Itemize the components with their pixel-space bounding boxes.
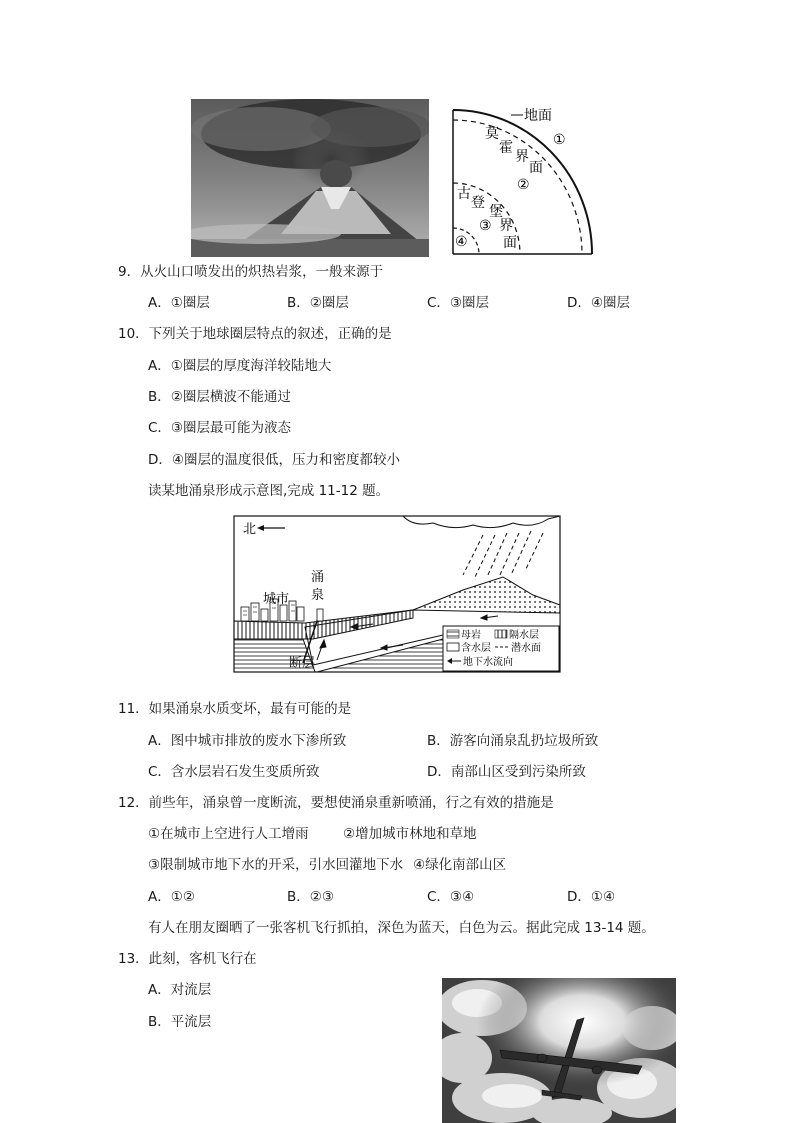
q10-option-d[interactable]: D．④圈层的温度很低，压力和密度都较小 bbox=[148, 452, 400, 468]
circle-1: ① bbox=[553, 132, 566, 148]
spring-diagram bbox=[233, 515, 561, 673]
circle-2: ② bbox=[517, 177, 530, 193]
city-label: 城市 bbox=[263, 592, 290, 607]
legend-aquifer: 含水层 bbox=[461, 643, 491, 654]
intro-11-12: 读某地涌泉形成示意图,完成 11-12 题。 bbox=[148, 483, 390, 499]
gutenberg-char-3: 堡 bbox=[489, 204, 503, 220]
q11-stem: 11．如果涌泉水质变坏，最有可能的是 bbox=[118, 701, 352, 717]
intro-13-14: 有人在朋友圈晒了一张客机飞行抓拍，深色为蓝天，白色为云。据此完成 13-14 题。 bbox=[148, 920, 655, 936]
q12-measure-2: ②增加城市林地和草地 bbox=[343, 826, 477, 842]
airplane-image bbox=[442, 978, 676, 1123]
q12-option-a[interactable]: A．①② bbox=[148, 889, 195, 905]
volcano-image bbox=[191, 99, 429, 257]
q12-option-c[interactable]: C．③④ bbox=[427, 889, 475, 905]
q9-option-d[interactable]: D．④圈层 bbox=[567, 295, 630, 311]
q13-stem: 13．此刻，客机飞行在 bbox=[118, 951, 257, 967]
volcano-photo bbox=[191, 99, 429, 257]
q12-option-b[interactable]: B．②③ bbox=[287, 889, 334, 905]
q9-option-b[interactable]: B．②圈层 bbox=[287, 295, 349, 311]
earth-layers-diagram bbox=[449, 106, 594, 256]
circle-3: ③ bbox=[479, 218, 492, 234]
airplane-photo bbox=[442, 978, 676, 1123]
circle-4: ④ bbox=[455, 234, 468, 250]
q11-option-c[interactable]: C．含水层岩石发生变质所致 bbox=[148, 764, 320, 780]
legend-aquiclude: 隔水层 bbox=[509, 630, 539, 641]
q12-option-d[interactable]: D．①④ bbox=[567, 889, 616, 905]
legend-flow: 地下水流向 bbox=[463, 657, 513, 668]
moho-char-3: 界 bbox=[515, 149, 529, 165]
legend-bedrock: 母岩 bbox=[461, 630, 481, 641]
gutenberg-char-4: 界 bbox=[499, 218, 513, 234]
legend-water-table: 潜水面 bbox=[511, 643, 541, 654]
q10-option-a[interactable]: A．①圈层的厚度海洋较陆地大 bbox=[148, 358, 332, 374]
q11-option-d[interactable]: D．南部山区受到污染所致 bbox=[427, 764, 586, 780]
q13-option-b[interactable]: B．平流层 bbox=[148, 1014, 212, 1030]
q13-option-a[interactable]: A．对流层 bbox=[148, 982, 212, 998]
q9-option-a[interactable]: A．①圈层 bbox=[148, 295, 210, 311]
q10-option-c[interactable]: C．③圈层最可能为液态 bbox=[148, 420, 292, 436]
q11-option-a[interactable]: A．图中城市排放的废水下渗所致 bbox=[148, 733, 347, 749]
q10-stem: 10．下列关于地球圈层特点的叙述，正确的是 bbox=[118, 326, 392, 342]
moho-char-1: 莫 bbox=[485, 126, 499, 142]
moho-char-2: 霍 bbox=[499, 140, 513, 156]
q12-stem: 12．前些年，涌泉曾一度断流，要想使涌泉重新喷涌，行之有效的措施是 bbox=[118, 795, 554, 811]
moho-char-4: 面 bbox=[529, 160, 543, 176]
spring-label-2: 泉 bbox=[311, 588, 325, 603]
q11-option-b[interactable]: B．游客向涌泉乱扔垃圾所致 bbox=[427, 733, 599, 749]
q12-measure-4: ④绿化南部山区 bbox=[413, 857, 507, 873]
gutenberg-char-1: 古 bbox=[457, 186, 471, 202]
q10-option-b[interactable]: B．②圈层横波不能通过 bbox=[148, 389, 291, 405]
legend bbox=[443, 626, 559, 671]
ground-label: 地面 bbox=[524, 108, 552, 124]
q12-measure-1: ①在城市上空进行人工增雨 bbox=[148, 826, 309, 842]
north-label: 北 bbox=[243, 522, 257, 537]
gutenberg-char-5: 面 bbox=[503, 235, 517, 251]
spring-label-1: 涌 bbox=[311, 570, 325, 585]
gutenberg-char-2: 登 bbox=[471, 195, 485, 211]
q9-stem: 9．从火山口喷发出的炽热岩浆，一般来源于 bbox=[118, 264, 384, 280]
q9-option-c[interactable]: C．③圈层 bbox=[427, 295, 490, 311]
fault-label: 断层 bbox=[289, 656, 316, 671]
q12-measure-3: ③限制城市地下水的开采，引水回灌地下水 bbox=[148, 857, 404, 873]
